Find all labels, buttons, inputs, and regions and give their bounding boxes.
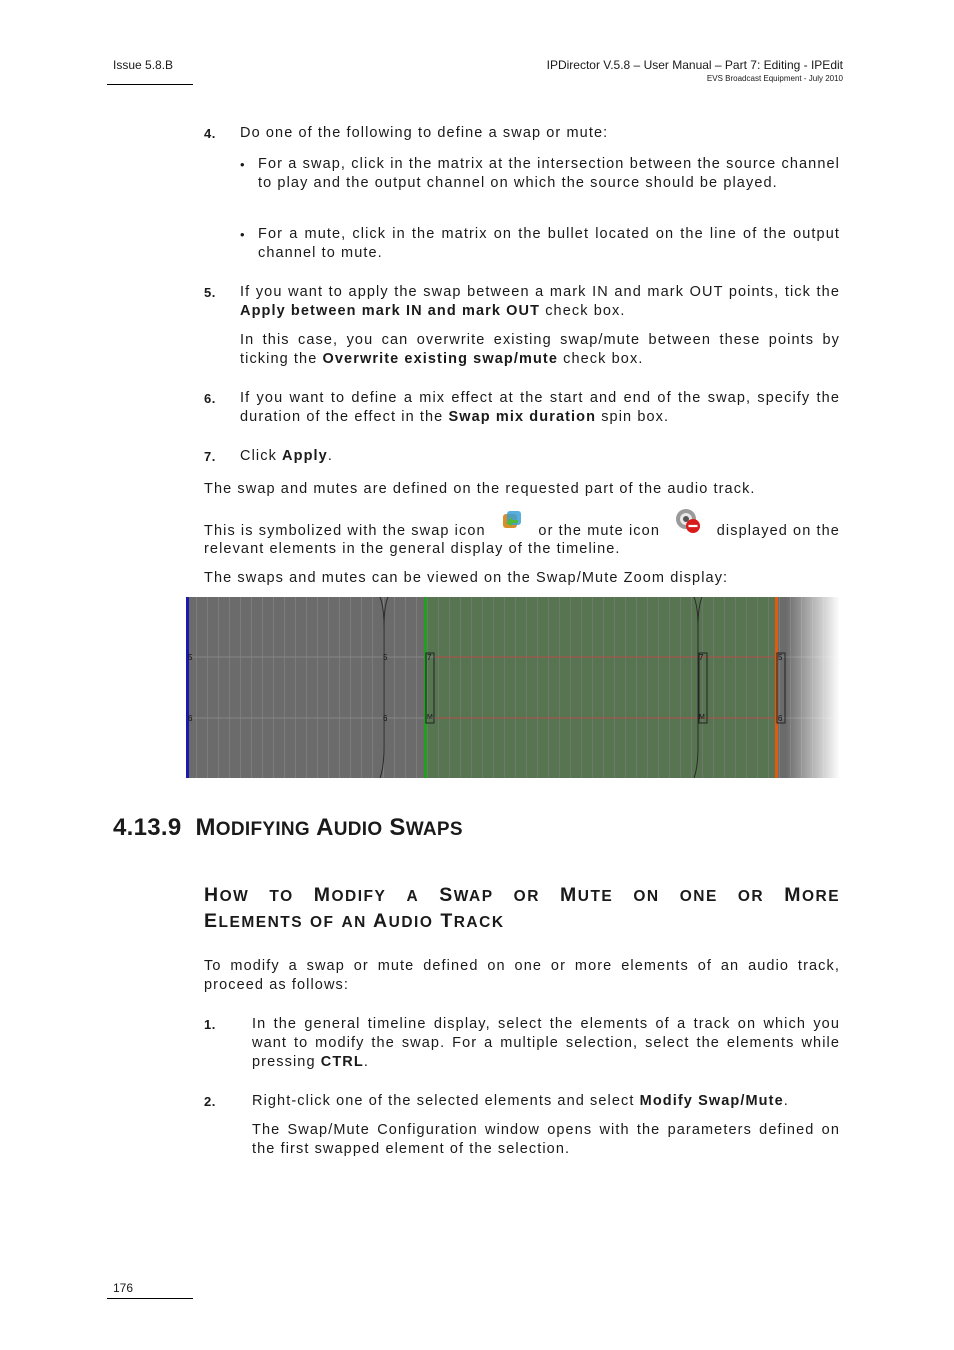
step-5-text: If you want to apply the swap between a mark IN and mark OUT points, tick the Apply between mark IN and mark OUT check box. — [240, 284, 840, 319]
modify-step-2-note: The Swap/Mute Configuration window opens with the parameters defined on the first swapped element of the selection. — [252, 1122, 840, 1157]
section-number: 4.13.9 — [113, 814, 182, 841]
modify-swap-mute-command: Modify Swap/Mute — [639, 1093, 784, 1109]
step-5-number: 5. — [204, 285, 216, 300]
step-5-note-bold: Overwrite existing swap/mute — [322, 351, 558, 367]
mute-label: M — [699, 714, 705, 721]
zoom-paragraph: The swaps and mutes can be viewed on the Swap/Mute Zoom display: — [204, 570, 729, 586]
step-4-bullet-mute: For a mute, click in the matrix on the bullet located on the line of the output channel to mute. — [258, 226, 840, 261]
mute-label: M — [427, 714, 433, 721]
step-7-text: Click Apply. — [240, 448, 333, 464]
document-subtitle: EVS Broadcast Equipment - July 2010 — [706, 74, 843, 83]
channel-label: 6 — [778, 714, 783, 723]
ctrl-key: CTRL — [320, 1054, 364, 1070]
step-7-bold: Apply — [282, 448, 328, 464]
header-rule — [107, 84, 193, 85]
step-4-bullet-swap: For a swap, click in the matrix at the intersection between the source channel to play and the output channel on which the source should be played. — [258, 156, 840, 191]
step-6-text: If you want to define a mix effect at the start and end of the swap, specify the duration of the effect in the Swap mix duration spin box. — [240, 390, 840, 425]
page-number: 176 — [113, 1281, 134, 1295]
modify-step-1-text: In the general timeline display, select the elements of a track on which you want to modify the swap. For a multiple selection, select the elements while pressing CTRL. — [252, 1016, 840, 1070]
section-heading: 4.13.9 MODIFYING AUDIO SWAPS — [113, 814, 463, 841]
modify-step-2-number: 2. — [204, 1094, 216, 1109]
step-4-text: Do one of the following to define a swap or mute: — [240, 125, 609, 141]
step-5-note: In this case, you can overwrite existing swap/mute between these points by ticking the Overwrite existing swap/mute check box. — [240, 332, 840, 367]
symbol-paragraph-line1: This is symbolized with the swap icon or the mute icon displayed on the — [204, 521, 840, 541]
subsection-heading-line2: ELEMENTS OF AN AUDIO TRACK — [204, 910, 505, 932]
step-6-bold: Swap mix duration — [448, 409, 597, 425]
document-title: IPDirector V.5.8 – User Manual – Part 7: Editing - IPEdit — [546, 58, 843, 72]
result-paragraph: The swap and mutes are defined on the requested part of the audio track. — [204, 481, 756, 497]
bullet-icon: • — [240, 157, 246, 172]
channel-label: 5 — [778, 653, 783, 662]
channel-label: 6 — [188, 714, 193, 723]
swap-mute-zoom-display[interactable] — [186, 597, 840, 778]
footer-rule — [107, 1298, 193, 1299]
subsection-heading: HOW TO MODIFY A SWAP OR MUTE ON ONE OR MORE — [204, 884, 841, 906]
step-7-number: 7. — [204, 449, 216, 464]
issue-label: Issue 5.8.B — [113, 58, 174, 72]
swap-channel-label: 7 — [699, 653, 704, 662]
step-4-number: 4. — [204, 126, 216, 141]
mute-icon — [674, 507, 702, 541]
step-6-number: 6. — [204, 391, 216, 406]
step-5-bold: Apply between mark IN and mark OUT — [240, 303, 541, 319]
swap-channel-label: 7 — [427, 653, 432, 662]
bullet-icon: • — [240, 227, 246, 242]
channel-label: 5 — [188, 653, 193, 662]
swap-icon — [500, 509, 524, 539]
intro-paragraph: To modify a swap or mute defined on one or more elements of an audio track, proceed as follows: — [204, 958, 840, 993]
symbol-paragraph-line2: relevant elements in the general display of the timeline. — [204, 541, 621, 557]
modify-step-1-number: 1. — [204, 1017, 216, 1032]
channel-label: 5 — [383, 653, 388, 662]
channel-label: 6 — [383, 714, 388, 723]
modify-step-2-text: Right-click one of the selected elements and select Modify Swap/Mute. — [252, 1093, 789, 1109]
